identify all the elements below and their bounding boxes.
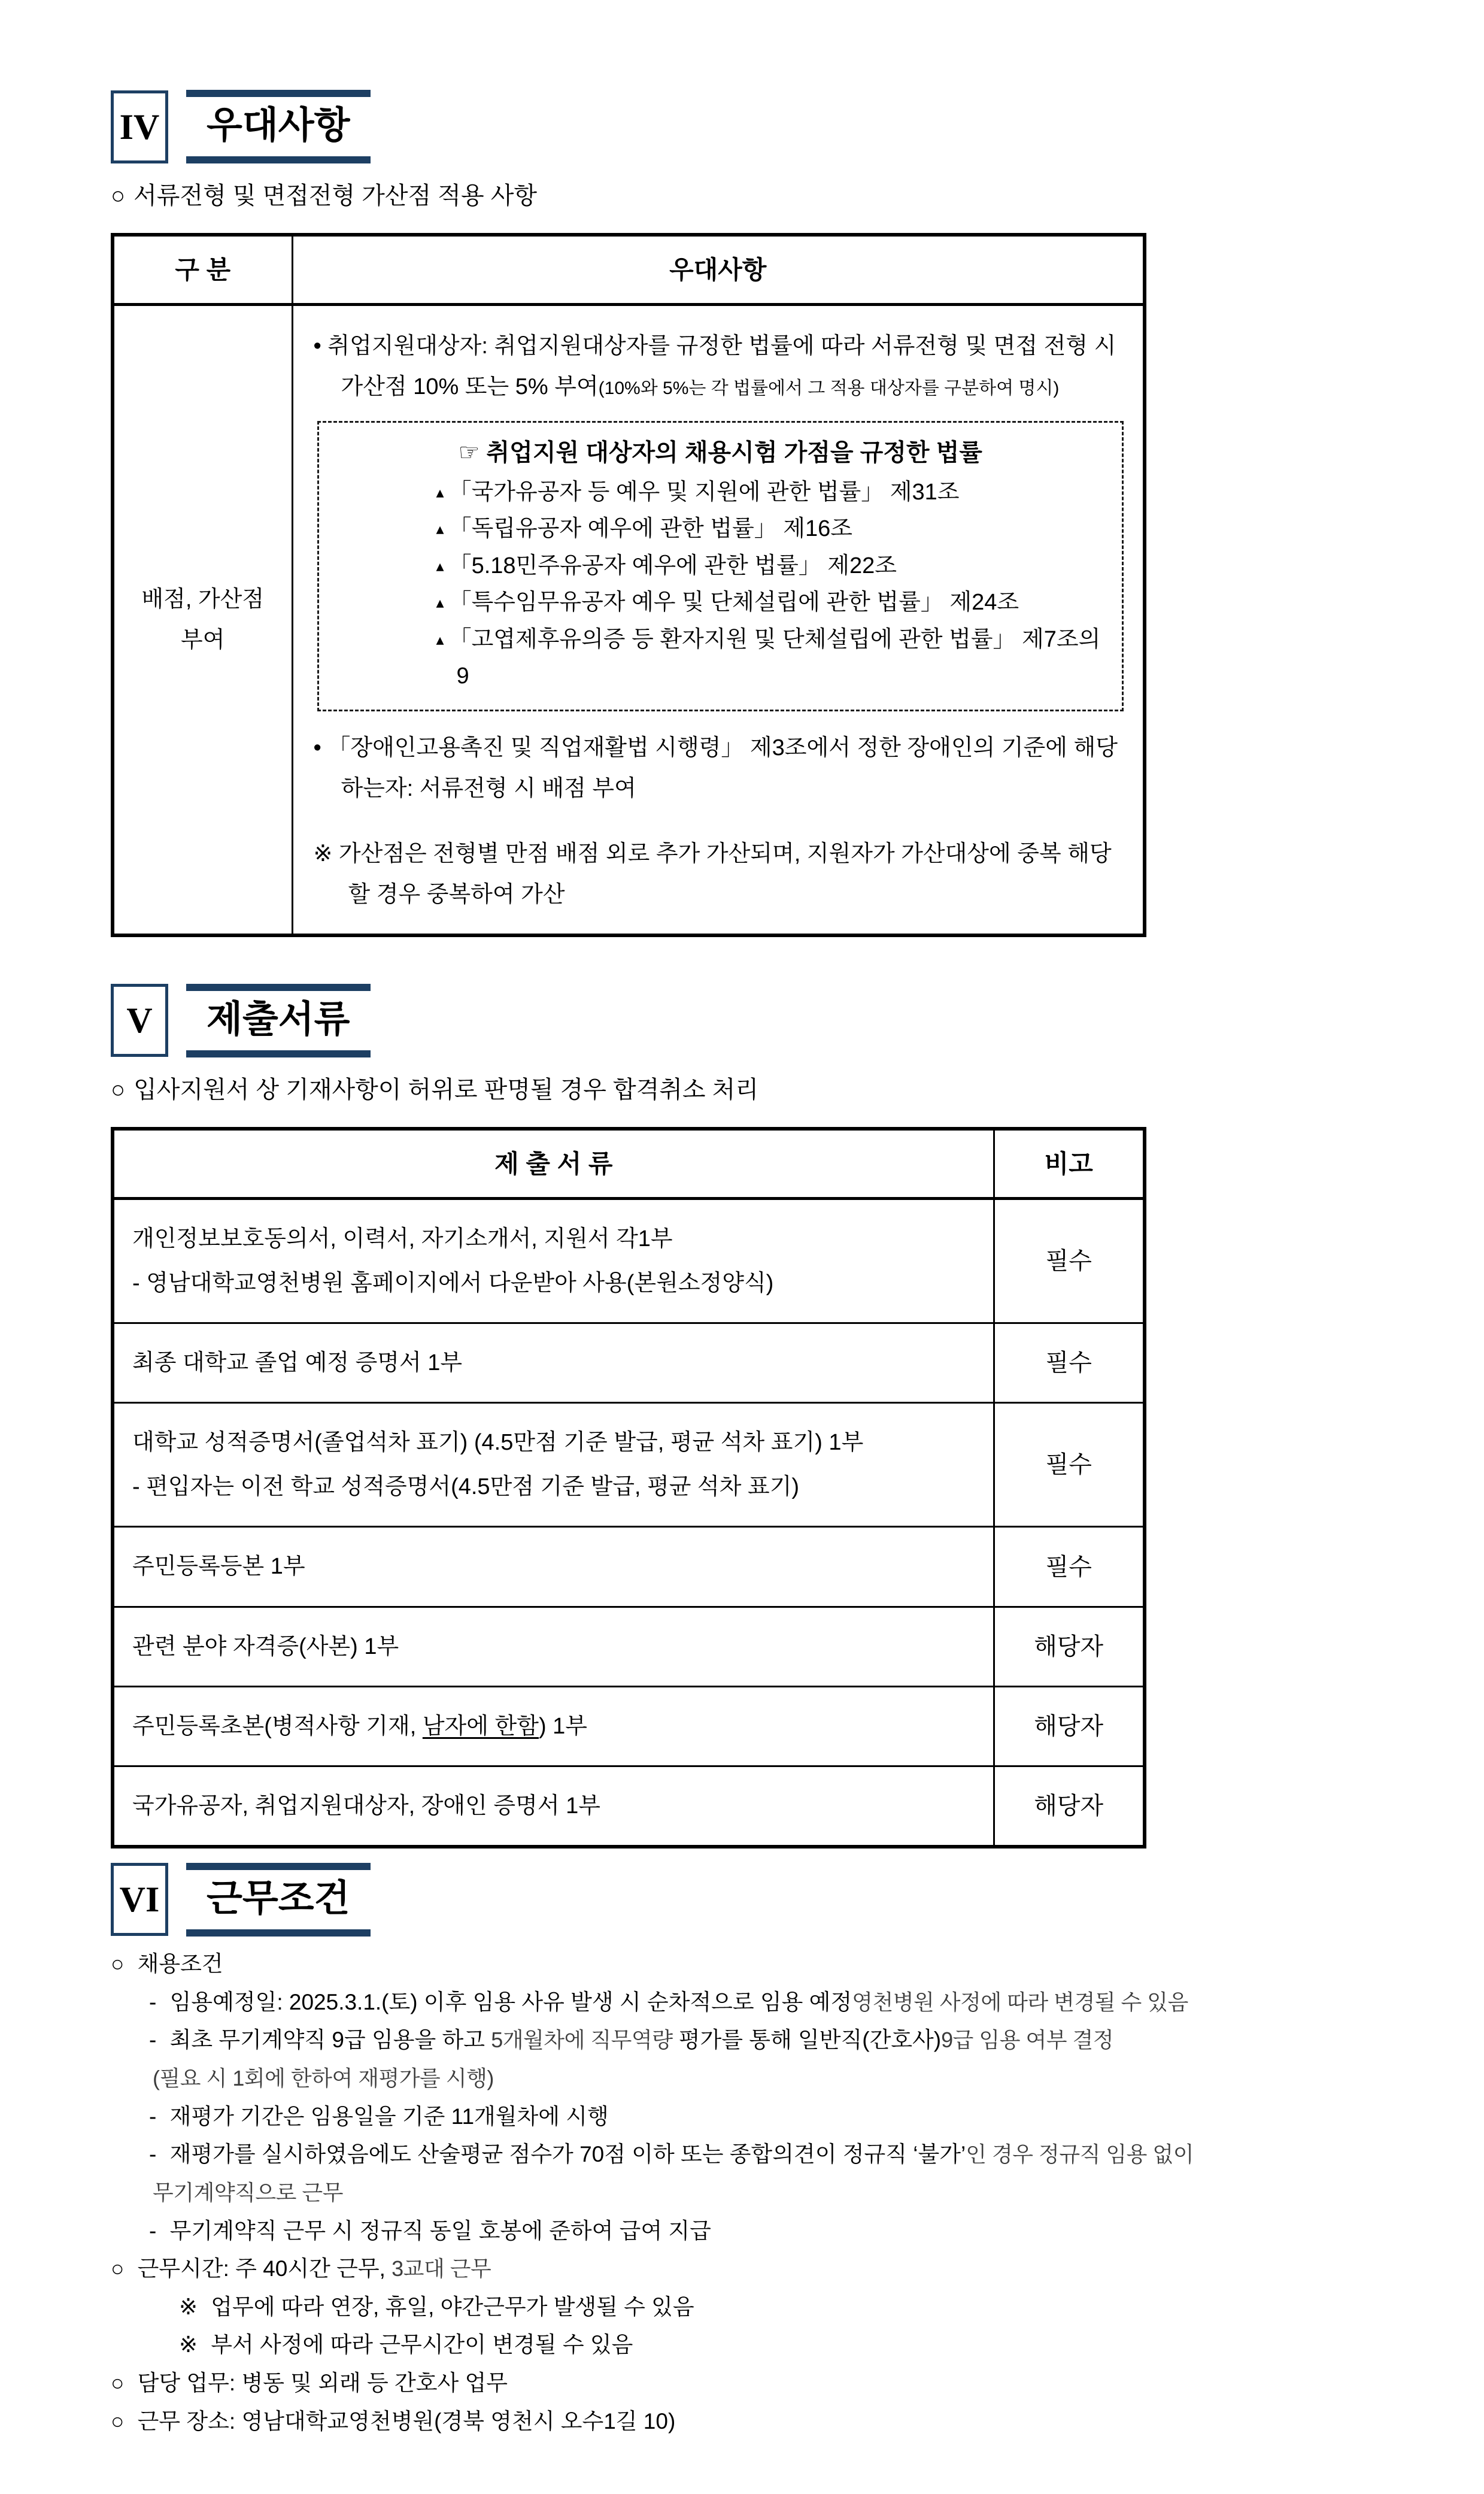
section-6-numeral-box: [111, 1863, 168, 1936]
table-header-row: [113, 1129, 1145, 1199]
line-marker: ○: [111, 1951, 131, 1977]
text-segment: 재평가를 실시하였음에도 산술평균 점수가 70점 이하 또는 종합의견이 정규직 ‘불가’: [169, 2142, 966, 2167]
section-4-numeral-box: [111, 90, 168, 163]
working-condition-line: [111, 2364, 1451, 2402]
table-row: [113, 1686, 1145, 1766]
document-line: [132, 1217, 978, 1261]
text-segment: 가산점은 전형별 만점 배점 외로 추가 가산되며, 지원자가 가산대상에 중복 해당할 경우 중복하여 가산: [338, 841, 1112, 907]
law-item-text: 「독립유공자 예우에 관한 법률」 제16조: [448, 516, 852, 542]
text-segment: - 영남대학교영천병원 홈페이지에서 다운받아 사용(본원소정양식): [132, 1271, 774, 1296]
text-segment: 인 경우 정규직 임용 없이: [966, 2142, 1194, 2167]
working-condition-line: [111, 2288, 1451, 2326]
triangle-marker-icon: ▴: [436, 556, 444, 575]
text-segment: 주민등록등본 1부: [132, 1554, 305, 1580]
section-5-numeral: V: [126, 1001, 153, 1041]
table-row: [113, 1766, 1145, 1847]
law-item: [337, 511, 1104, 548]
circle-marker: ○: [111, 183, 126, 210]
text-segment: 근무시간: 주 40시간 근무,: [137, 2256, 392, 2281]
triangle-marker-icon: ▴: [436, 593, 444, 612]
law-item: [337, 584, 1104, 622]
document-cell: [113, 1607, 994, 1686]
table-row: [113, 305, 1145, 935]
table-row: [113, 1527, 1145, 1607]
working-condition-line: [111, 2059, 1451, 2098]
section-5-header: [111, 984, 1451, 1057]
law-box-title-text: 취업지원 대상자의 채용시험 가점을 규정한 법률: [486, 439, 982, 466]
working-conditions-list: [111, 1945, 1451, 2440]
column-header-preference: 우대사항: [292, 235, 1145, 305]
document-line: [132, 1704, 978, 1748]
section-4-numeral: IV: [119, 107, 160, 147]
law-item-text: 「국가유공자 등 예우 및 지원에 관한 법률」 제31조: [448, 479, 960, 505]
text-segment: 무기계약직 근무 시 정규직 동일 호봉에 준하여 급여 지급: [169, 2218, 711, 2243]
law-box-title: [337, 434, 1104, 472]
triangle-marker-icon: ▴: [436, 630, 444, 648]
column-header-remarks: 비고: [994, 1129, 1145, 1199]
remark-cell: 필수: [994, 1527, 1145, 1607]
text-segment: 재평가 기간은 임용일을 기준 11개월차에 시행: [169, 2104, 609, 2129]
text-segment: 「장애인고용촉진 및 직업재활법 시행령」 제3조에서 정한 장애인의 기준에 해당하는자: 서류전형 시 배점 부여: [327, 735, 1118, 801]
remark-cell: 해당자: [994, 1766, 1145, 1847]
text-segment: 관련 분야 자격증(사본) 1부: [132, 1634, 399, 1659]
document-line: [132, 1420, 978, 1465]
preference-detail-cell: [292, 305, 1145, 935]
text-segment: 주민등록초본(병적사항 기재,: [132, 1713, 423, 1739]
table-row: [113, 1403, 1145, 1527]
text-segment: (10%와 5%는 각 법률에서 그 적용 대상자를 구분하여 명시): [598, 378, 1060, 399]
line-marker: ※: [313, 841, 339, 867]
text-segment: 영천병원 사정에 따라 변경될 수 있음: [852, 1989, 1188, 2014]
working-condition-line: [111, 2402, 1451, 2441]
section-4-header: [111, 90, 1451, 163]
law-item-text: 「특수임무유공자 예우 및 단체설립에 관한 법률」 제24조: [448, 590, 1019, 616]
text-segment: 국가유공자, 취업지원대상자, 장애인 증명서 1부: [132, 1793, 600, 1819]
document-cell: [113, 1527, 994, 1607]
document-cell: [113, 1323, 994, 1403]
document-cell: [113, 1199, 994, 1323]
text-segment: (필요 시 1회에 한하여 재평가를 시행): [153, 2066, 494, 2091]
working-condition-line: [111, 2098, 1451, 2136]
text-segment: 3교대 근무: [392, 2256, 491, 2281]
triangle-marker-icon: ▴: [436, 520, 444, 538]
document-cell: [113, 1766, 994, 1847]
text-segment: 5개월차에 직무역량: [491, 2028, 673, 2053]
document-line: [132, 1465, 978, 1509]
law-item: [337, 474, 1104, 511]
text-segment: 취업지원대상자: 취업지원대상자를 규정한 법률에 따라 서류전형 및 면접 전형 시 가산점 10% 또는 5% 부여: [327, 334, 1116, 400]
remark-cell: 필수: [994, 1199, 1145, 1323]
working-condition-line: [111, 2135, 1451, 2174]
circle-marker: ○: [111, 1076, 126, 1103]
section-5-numeral-box: [111, 984, 168, 1057]
line-marker: -: [149, 2142, 163, 2167]
text-segment: - 편입자는 이전 학교 성적증명서(4.5만점 기준 발급, 평균 석차 표기): [132, 1474, 800, 1500]
text-segment: 최종 대학교 졸업 예정 증명서 1부: [132, 1350, 463, 1376]
text-segment: 개인정보보호동의서, 이력서, 자기소개서, 지원서 각1부: [132, 1226, 673, 1251]
line-marker: -: [149, 2218, 163, 2243]
text-segment: 평가를 통해 일반직(간호사): [672, 2028, 942, 2053]
law-list-box: [317, 421, 1124, 711]
section-5-intro-text: 입사지원서 상 기재사항이 허위로 판명될 경우 합격취소 처리: [133, 1076, 758, 1103]
note-line: [314, 834, 1125, 915]
text-segment: 부서 사정에 따라 근무시간이 변경될 수 있음: [211, 2332, 633, 2357]
text-segment: 대학교 성적증명서(졸업석차 표기) (4.5만점 기준 발급, 평균 석차 표기) 1부: [132, 1430, 864, 1456]
line-marker: ○: [111, 2408, 131, 2434]
law-item-text: 「5.18민주유공자 예우에 관한 법률」 제22조: [448, 553, 897, 578]
column-header-category: 구 분: [113, 235, 292, 305]
section-6-numeral: VI: [119, 1880, 160, 1920]
row-label-cell: [113, 305, 292, 935]
row-label-line: 배점, 가산점: [141, 586, 265, 612]
pointing-hand-icon: ☞: [458, 439, 480, 466]
text-segment: 담당 업무: 병동 및 외래 등 간호사 업무: [137, 2371, 508, 2396]
text-segment: 최초 무기계약직 9급 임용을 하고: [169, 2028, 491, 2053]
line-marker: •: [313, 334, 328, 359]
document-line: [132, 1544, 978, 1589]
text-segment: 임용예정일: 2025.3.1.(토) 이후 임용 사유 발생 시 순차적으로 임용 예정: [169, 1989, 852, 2014]
line-marker: ○: [111, 2371, 131, 2396]
table-row: [113, 1199, 1145, 1323]
working-condition-line: [111, 2174, 1451, 2212]
text-segment: 채용조건: [137, 1951, 223, 1977]
line-marker: •: [313, 735, 328, 761]
text-segment: 근무 장소: 영남대학교영천병원(경북 영천시 오수1길 10): [137, 2408, 676, 2434]
text-segment: 업무에 따라 연장, 휴일, 야간근무가 발생될 수 있음: [211, 2294, 694, 2319]
triangle-marker-icon: ▴: [436, 483, 444, 501]
line-marker: ※: [179, 2294, 204, 2319]
bullet-line: [314, 326, 1125, 407]
column-header-documents: 제 출 서 류: [113, 1129, 994, 1199]
text-segment: 9급 임용 여부 결정: [941, 2028, 1114, 2053]
document-line: [132, 1784, 978, 1828]
section-4-intro-text: 서류전형 및 면접전형 가산점 적용 사항: [133, 183, 537, 210]
section-6-header: [111, 1863, 1451, 1937]
line-marker: ※: [179, 2332, 204, 2357]
document-line: [132, 1625, 978, 1669]
line-marker: -: [149, 2104, 163, 2129]
document-line: [132, 1341, 978, 1385]
remark-cell: 해당자: [994, 1686, 1145, 1766]
line-marker: ○: [111, 2256, 131, 2281]
line-marker: -: [149, 1989, 163, 2014]
working-condition-line: [111, 2021, 1451, 2059]
section-4-title: 우대사항: [186, 90, 371, 163]
remark-cell: 해당자: [994, 1607, 1145, 1686]
text-segment: ) 1부: [538, 1713, 587, 1739]
table-row: [113, 1323, 1145, 1403]
law-item: [337, 622, 1104, 695]
remark-cell: 필수: [994, 1403, 1145, 1527]
document-line: [132, 1261, 978, 1305]
document-cell: [113, 1403, 994, 1527]
table-row: [113, 1607, 1145, 1686]
law-item: [337, 548, 1104, 585]
text-segment: 무기계약직으로 근무: [153, 2180, 343, 2205]
documents-table: [111, 1127, 1146, 1848]
working-condition-line: [111, 1945, 1451, 1983]
section-4-intro: [111, 177, 1451, 215]
section-5-intro: [111, 1071, 1451, 1109]
working-condition-line: [111, 1983, 1451, 2022]
law-items: [337, 474, 1104, 695]
law-item-text: 「고엽제후유의증 등 환자지원 및 단체설립에 관한 법률」 제7조의9: [448, 626, 1101, 689]
working-condition-line: [111, 2212, 1451, 2250]
line-marker: -: [149, 2028, 163, 2053]
preference-table: [111, 233, 1146, 937]
working-condition-line: [111, 2326, 1451, 2364]
working-condition-line: [111, 2250, 1451, 2288]
bullet-line: [314, 728, 1125, 809]
table-header-row: [113, 235, 1145, 305]
text-segment: 남자에 한함: [422, 1713, 539, 1739]
section-5-title: 제출서류: [186, 984, 371, 1057]
row-label-line: 부여: [181, 628, 225, 653]
document-cell: [113, 1686, 994, 1766]
section-6-title: 근무조건: [186, 1863, 371, 1937]
remark-cell: 필수: [994, 1323, 1145, 1403]
